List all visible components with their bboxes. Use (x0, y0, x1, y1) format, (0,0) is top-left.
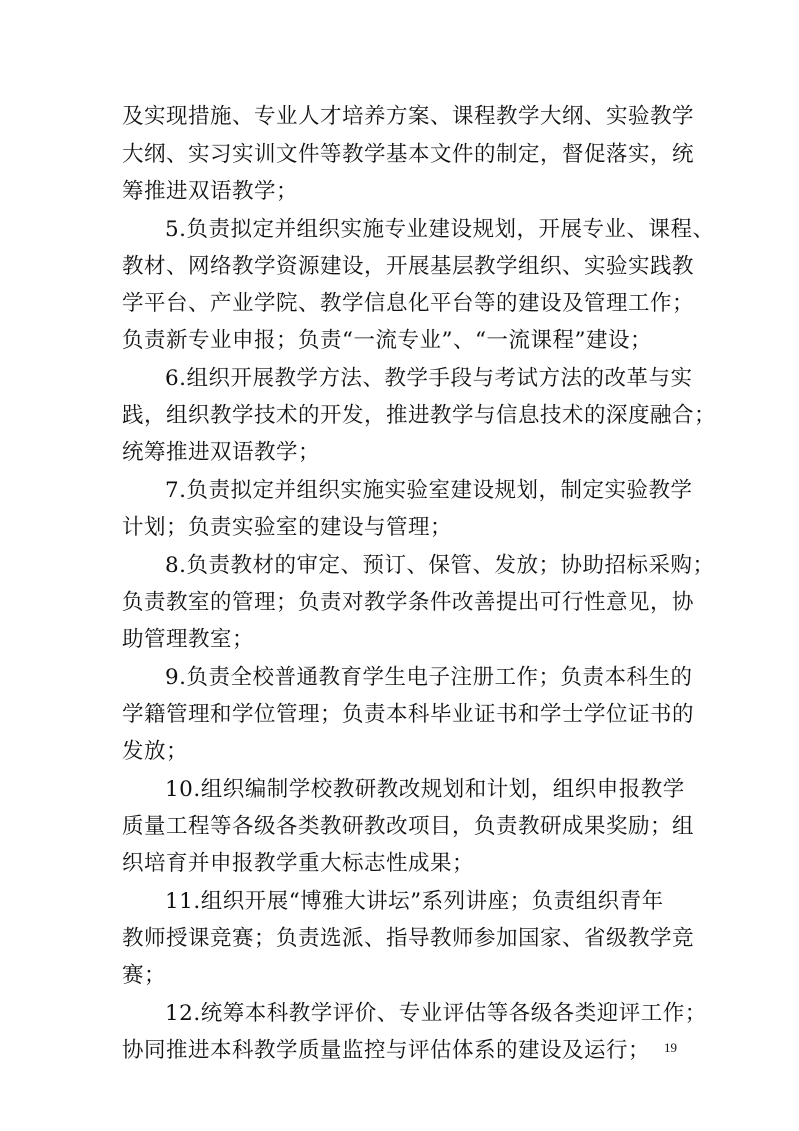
text-line: 织培育并申报教学重大标志性成果； (122, 851, 475, 876)
text-line: 践，组织教学技术的开发，推进教学与信息技术的深度融合； (122, 403, 717, 428)
text-line: 计划；负责实验室的建设与管理； (122, 515, 453, 540)
paragraph-5-start: 5.负责拟定并组织实施专业建设规划，开展专业、课程、 (165, 217, 715, 242)
text-line: 大纲、实习实训文件等教学基本文件的制定，督促落实，统 (122, 142, 695, 167)
text-line: 负责新专业申报；负责“一流专业”、“一流课程”建设； (122, 328, 652, 353)
paragraph-7-start: 7.负责拟定并组织实施实验室建设规划，制定实验教学 (165, 478, 693, 503)
text-line: 质量工程等各级各类教研教改项目，负责教研成果奖励；组 (122, 814, 695, 839)
page-number: 19 (664, 1040, 677, 1055)
paragraph-10-start: 10.组织编制学校教研教改规划和计划，组织申报教学 (165, 777, 685, 802)
text-line: 协同推进本科教学质量监控与评估体系的建设及运行； (122, 1038, 651, 1063)
text-line: 统筹推进双语教学； (122, 440, 321, 465)
paragraph-6-start: 6.组织开展教学方法、教学手段与考试方法的改革与实 (165, 366, 693, 391)
text-line: 学籍管理和学位管理；负责本科毕业证书和学士学位证书的 (122, 702, 695, 727)
text-line: 教师授课竞赛；负责选派、指导教师参加国家、省级教学竞 (122, 926, 695, 951)
text-line: 负责教室的管理；负责对教学条件改善提出可行性意见，协 (122, 590, 695, 615)
text-line: 赛； (122, 963, 167, 988)
text-line: 学平台、产业学院、教学信息化平台等的建设及管理工作； (122, 291, 695, 316)
text-line: 筹推进双语教学； (122, 179, 299, 204)
text-line: 助管理教室； (122, 627, 255, 652)
text-line: 教材、网络教学资源建设，开展基层教学组织、实验实践教 (122, 254, 695, 279)
paragraph-8-start: 8.负责教材的审定、预订、保管、发放；协助招标采购； (165, 553, 715, 578)
paragraph-12-start: 12.统筹本科教学评价、专业评估等各级各类迎评工作； (165, 1001, 707, 1026)
paragraph-11-start: 11.组织开展“博雅大讲坛”系列讲座；负责组织青年 (165, 889, 664, 914)
text-line: 及实现措施、专业人才培养方案、课程教学大纲、实验教学 (122, 104, 695, 129)
text-line: 发放； (122, 739, 189, 764)
paragraph-9-start: 9.负责全校普通教育学生电子注册工作；负责本科生的 (165, 665, 693, 690)
